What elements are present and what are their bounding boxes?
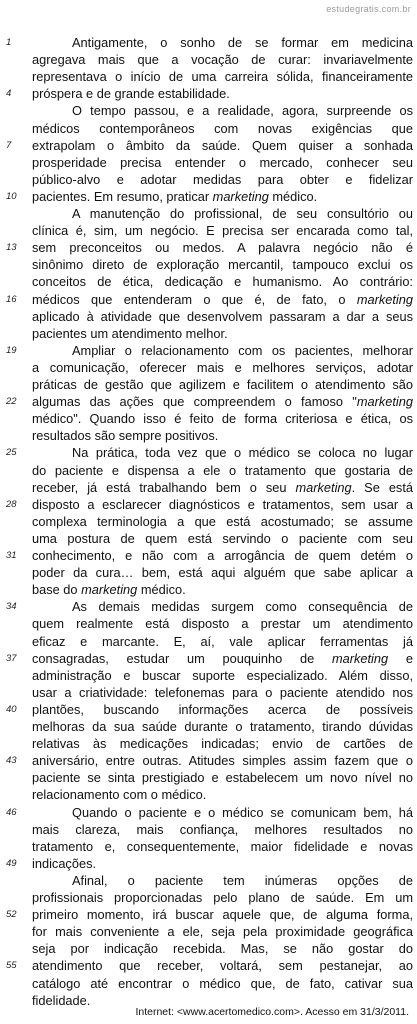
text-line bbox=[0, 480, 417, 496]
text-line bbox=[0, 514, 417, 530]
line-text: extrapolam o âmbito da saúde. Quem quiser a sonhada bbox=[32, 137, 413, 153]
site-watermark: estudegratis.com.br bbox=[326, 4, 411, 14]
text-line bbox=[0, 86, 417, 102]
text-line bbox=[0, 873, 417, 889]
text-line bbox=[0, 155, 417, 171]
line-text: mais clareza, mais confiança, melhores resultados no bbox=[32, 821, 413, 837]
text-line bbox=[0, 274, 417, 290]
text-line bbox=[0, 787, 417, 803]
line-text: A manutenção do profissional, de seu consultório ou bbox=[72, 206, 413, 221]
line-text: seja por indicação recebida. Mas, se não gostar do bbox=[32, 941, 413, 957]
text-line bbox=[0, 35, 417, 51]
line-text: pacientes. Em resumo, praticar marketing médico. bbox=[32, 188, 318, 204]
text-line bbox=[0, 309, 417, 325]
text-line bbox=[0, 685, 417, 701]
text-line bbox=[0, 69, 417, 85]
line-text: médicos que entenderam o que é, de fato, o marketing bbox=[32, 291, 413, 307]
line-text: agregava mais que a vocação de curar: invariavelmente bbox=[32, 52, 413, 68]
line-number: 10 bbox=[6, 190, 17, 202]
text-line bbox=[0, 497, 417, 513]
line-text: conhecimento, e não com a arrogância de quem detém o bbox=[32, 548, 413, 563]
line-text: relacionamento com o médico. bbox=[32, 787, 207, 803]
text-line bbox=[0, 531, 417, 547]
line-text: profissionais proporcionadas pelo plano de saúde. Em um bbox=[32, 890, 413, 905]
line-text: usar a criatividade: telefonemas para o paciente atendido nos bbox=[32, 684, 413, 700]
text-line bbox=[0, 394, 417, 410]
line-text: consagradas, estudar um pouquinho de marketing e bbox=[32, 650, 413, 666]
line-text: pacientes um atendimento melhor. bbox=[32, 325, 228, 341]
line-text: conceitos de ética, dedicação e humanismo. Ao contrário: bbox=[32, 274, 413, 290]
text-line bbox=[0, 223, 417, 239]
line-text: prosperidade precisa entender o mercado, conhecer seu bbox=[32, 154, 413, 170]
line-number: 13 bbox=[6, 242, 17, 254]
line-text: paciente se sinta prestigiado e estabelecem um novo nível no bbox=[32, 770, 413, 786]
line-text: uma postura de quem está servindo o paciente com seu bbox=[32, 530, 413, 546]
line-text: quem realmente está disposto a prestar um atendimento bbox=[32, 616, 413, 632]
text-line bbox=[0, 890, 417, 906]
text-line bbox=[0, 582, 417, 598]
text-line bbox=[0, 565, 417, 581]
line-text: aplicado à atividade que desenvolvem passaram a dar a seus bbox=[32, 308, 413, 324]
text-line bbox=[0, 138, 417, 154]
line-text: Quando o paciente e o médico se comunicam bem, há bbox=[72, 804, 413, 820]
line-text: público-alvo e adotar medidas para obter e fidelizar bbox=[32, 171, 413, 187]
text-line bbox=[0, 445, 417, 461]
source-citation: Internet: <www.acertomedico.com>. Acesso em 31/3/2011. bbox=[135, 1006, 409, 1018]
text-line bbox=[0, 189, 417, 205]
line-text: receber, já está trabalhando bem o seu marketing. Se está bbox=[32, 479, 413, 495]
line-number: 1 bbox=[6, 37, 12, 48]
line-text: Ampliar o relacionamento com os pacientes, melhorar bbox=[72, 342, 413, 358]
text-line bbox=[0, 856, 417, 872]
line-text: Antigamente, o sonho de se formar em medicina bbox=[72, 35, 413, 50]
text-line bbox=[0, 753, 417, 769]
text-line bbox=[0, 206, 417, 222]
line-text: catálogo até encontrar o médico que, de fato, cativar sua bbox=[32, 975, 413, 991]
line-text: clínica é, sim, um negócio. E precisa ser encarada como tal, bbox=[32, 223, 413, 239]
text-line bbox=[0, 736, 417, 752]
text-line bbox=[0, 839, 417, 855]
text-line bbox=[0, 360, 417, 376]
text-line bbox=[0, 172, 417, 188]
line-text: As demais medidas surgem como consequência de bbox=[72, 599, 413, 615]
line-text: O tempo passou, e a realidade, agora, surpreende os bbox=[72, 103, 413, 119]
line-number: 25 bbox=[6, 447, 17, 459]
line-text: administração e buscar suporte especializado. Além disso, bbox=[32, 667, 413, 683]
text-line bbox=[0, 240, 417, 256]
text-line bbox=[0, 463, 417, 479]
line-text: próspera e de grande estabilidade. bbox=[32, 86, 230, 102]
text-line bbox=[0, 719, 417, 735]
line-number: 22 bbox=[6, 396, 17, 408]
line-text: sinônimo direto de exploração mercantil, tampouco exclui os bbox=[32, 257, 413, 273]
text-line bbox=[0, 702, 417, 718]
text-line bbox=[0, 958, 417, 974]
line-number: 37 bbox=[6, 652, 17, 664]
line-text: do paciente e dispensa a ele o tratamento que gostaria de bbox=[32, 462, 413, 478]
text-line bbox=[0, 907, 417, 923]
line-text: Afinal, o paciente tem inúmeras opções de bbox=[72, 872, 413, 888]
line-text: algumas das ações que compreendem o famoso "marketing bbox=[32, 394, 413, 410]
text-line bbox=[0, 428, 417, 444]
text-line bbox=[0, 770, 417, 786]
line-text: a comunicação, oferecer mais e melhores serviços, adotar bbox=[32, 359, 413, 375]
line-text: tratamento e, consequentemente, maior fidelidade e novas bbox=[32, 838, 413, 854]
line-text: for mais conveniente a ele, seja pela proximidade geográfica bbox=[32, 924, 413, 940]
text-line bbox=[0, 292, 417, 308]
text-line bbox=[0, 411, 417, 427]
line-text: primeiro momento, irá buscar aquele que, de alguma forma, bbox=[32, 907, 413, 923]
line-text: disposto a esclarecer diagnósticos e tratamentos, sem usar a bbox=[32, 496, 413, 512]
text-line bbox=[0, 651, 417, 667]
line-text: médico". Quando isso é feito de forma criteriosa e ética, os bbox=[32, 411, 413, 427]
text-line bbox=[0, 326, 417, 342]
line-number: 34 bbox=[6, 601, 17, 613]
line-text: sem preconceitos ou medos. A palavra negócio não é bbox=[32, 240, 413, 256]
line-text: eficaz e marcante. E, aí, vale aplicar ferramentas já bbox=[32, 633, 413, 649]
line-number: 49 bbox=[6, 857, 17, 869]
text-line bbox=[0, 805, 417, 821]
text-line bbox=[0, 924, 417, 940]
text-line bbox=[0, 121, 417, 137]
text-line bbox=[0, 941, 417, 957]
text-line bbox=[0, 976, 417, 992]
line-text: base do marketing médico. bbox=[32, 582, 186, 598]
line-text: Na prática, toda vez que o médico se coloca no lugar bbox=[72, 445, 413, 461]
line-number: 46 bbox=[6, 806, 17, 818]
text-line bbox=[0, 668, 417, 684]
text-line bbox=[0, 634, 417, 650]
text-line bbox=[0, 599, 417, 615]
line-text: práticas de gestão que agilizem e facilitem o atendimento são bbox=[32, 377, 413, 392]
line-number: 16 bbox=[6, 293, 17, 305]
line-text: complexa terminologia a que está acostumado; se assume bbox=[32, 513, 413, 529]
line-text: representava o início de uma carreira sólida, financeiramente bbox=[32, 69, 413, 85]
line-text: fidelidade. bbox=[32, 992, 91, 1008]
line-text: relativas às medicações indicadas; envio de cartões de bbox=[32, 736, 413, 752]
line-text: resultados são sempre positivos. bbox=[32, 428, 219, 444]
text-line bbox=[0, 343, 417, 359]
line-text: aniversário, entre outras. Atitudes simples assim fazem que o bbox=[32, 753, 413, 769]
line-number: 43 bbox=[6, 755, 17, 767]
text-line bbox=[0, 616, 417, 632]
line-number: 7 bbox=[6, 139, 12, 151]
line-text: médicos contemporâneos com novas exigências que bbox=[32, 120, 413, 136]
line-text: melhoras da sua saúde durante o tratamento, tirando dúvidas bbox=[32, 719, 413, 734]
line-number: 40 bbox=[6, 703, 17, 715]
line-text: atendimento que receber, voltará, sem pestanejar, ao bbox=[32, 958, 413, 974]
text-line bbox=[0, 822, 417, 838]
line-text: poder da cura… bem, está aqui alguém que sabe aplicar a bbox=[32, 565, 413, 581]
line-text: plantões, buscando informações acerca de possíveis bbox=[32, 701, 413, 717]
line-number: 19 bbox=[6, 344, 17, 356]
line-number: 52 bbox=[6, 909, 17, 921]
text-line bbox=[0, 548, 417, 564]
text-line bbox=[0, 103, 417, 119]
text-line bbox=[0, 52, 417, 68]
line-number: 55 bbox=[6, 960, 17, 972]
line-number: 28 bbox=[6, 498, 17, 510]
text-line bbox=[0, 257, 417, 273]
text-line bbox=[0, 377, 417, 393]
line-number: 31 bbox=[6, 550, 17, 561]
line-text: indicações. bbox=[32, 855, 97, 871]
line-number: 4 bbox=[6, 88, 12, 100]
